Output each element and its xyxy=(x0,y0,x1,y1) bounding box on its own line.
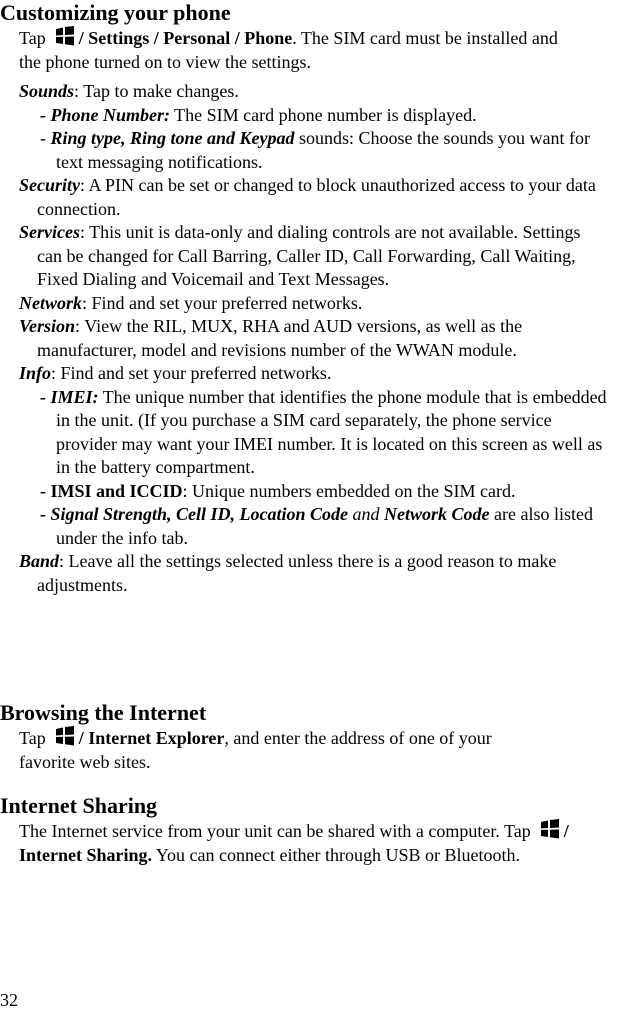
section-sharing xyxy=(0,793,617,867)
item-services: Services: This unit is data-only and dialing controls are not available. Settings can be changed for Call Barring, Caller ID, Call Forwarding, Call Waiting, Fixed Dialing and Voicemail and Text Messages. xyxy=(19,222,581,289)
windows-flag-icon xyxy=(537,819,563,839)
item-imsi: - IMSI and ICCID: Unique numbers embedded on the SIM card. xyxy=(40,480,516,501)
item-version: Version: View the RIL, MUX, RHA and AUD versions, as well as the manufacturer, model and revisions number of the WWAN module. xyxy=(19,316,523,360)
heading-browsing: Browsing the Internet xyxy=(0,700,207,725)
customizing-intro: Tap / Settings / Personal / Phone. The SIM card must be installed and the phone turned on to view the settings. xyxy=(19,28,558,72)
windows-flag-icon xyxy=(52,26,78,46)
item-band: Band: Leave all the settings selected unless there is a good reason to make adjustments. xyxy=(19,551,557,595)
windows-flag-icon xyxy=(52,726,78,746)
item-network: Network: Find and set your preferred networks. xyxy=(19,292,363,313)
page-number: 32 xyxy=(0,990,18,1010)
item-phone-number: - Phone Number: The SIM card phone number is displayed. xyxy=(40,104,477,125)
section-browsing xyxy=(0,700,617,774)
item-sounds: Sounds: Tap to make changes. xyxy=(19,81,239,101)
item-signal: - Signal Strength, Cell ID, Location Code and Network Code are also listed under the info tab. xyxy=(40,504,594,548)
browsing-text: Tap / Internet Explorer, and enter the address of one of your favorite web sites. xyxy=(19,728,492,772)
item-imei: - IMEI: The unique number that identifies the phone module that is embedded in the unit. (If you purchase a SIM card separately, the phone service provider may want your IMEI number. It is located on this screen as well as in the battery compartment. xyxy=(40,386,607,477)
item-security: Security: A PIN can be set or changed to block unauthorized access to your data connection. xyxy=(19,175,596,219)
sharing-text: The Internet service from your unit can be shared with a computer. Tap / Internet Sharing. You can connect either through USB or Bluetooth. xyxy=(19,821,569,865)
heading-sharing: Internet Sharing xyxy=(0,793,158,818)
heading-customizing: Customizing your phone xyxy=(0,0,231,25)
item-info: Info: Find and set your preferred networks. xyxy=(19,363,332,383)
item-ring: - Ring type, Ring tone and Keypad sounds: Choose the sounds you want for text messaging notifications. xyxy=(40,128,591,172)
